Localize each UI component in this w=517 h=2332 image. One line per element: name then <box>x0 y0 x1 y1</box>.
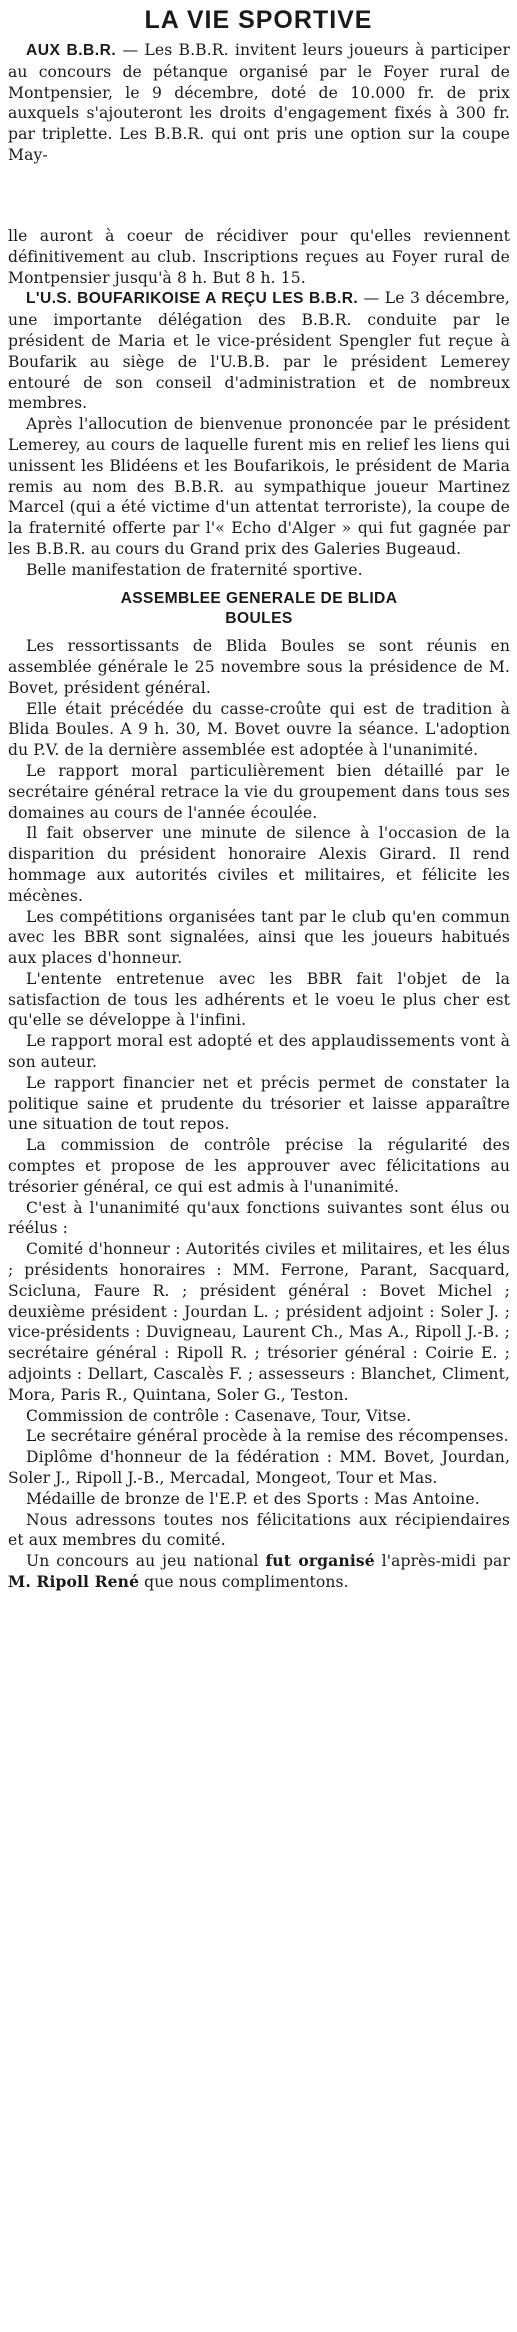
closing-emphasis: fut organisé <box>265 1551 375 1571</box>
article-assemblee-headline <box>8 589 510 631</box>
assemblee-paragraph: Nous adressons toutes nos félicitations aux récipiendaires et aux membres du comité. <box>8 1510 510 1550</box>
assemblee-paragraph: L'entente entretenue avec les BBR fait l'objet de la satisfaction de tous les adhérents et le voeu le plus cher est qu'elle se développe à l'infini. <box>8 969 510 1030</box>
assemblee-paragraph: Il fait observer une minute de silence à l'occasion de la disparition du président honoraire Alexis Girard. Il rend hommage aux autorités civiles et militaires, et félicite les mécènes. <box>8 824 510 905</box>
column-top <box>8 40 510 166</box>
assemblee-paragraph: C'est à l'unanimité qu'aux fonctions suivantes sont élus ou réélus : <box>8 1198 510 1238</box>
closing-name: M. Ripoll René <box>8 1572 140 1591</box>
assemblee-paragraph: Les compétitions organisées tant par le club qu'en commun avec les BBR sont signalées, ainsi que les joueurs habitués aux places d'honneur. <box>8 907 510 968</box>
article-usb-paragraph: Après l'allocution de bienvenue prononcée par le président Lemerey, au cours de laquelle furent mis en relief les liens qui unissent les Blidéens et les Boufarikois, le président de Maria remis au nom des B.B.R. au sympathique joueur Martinez Marcel (qui a été victime d'un attentat terroriste), la coupe de la fraternité offerte par l'« Echo d'Alger » qui fut gagnée par les B.B.R. au cours du Grand prix des Galeries Bugeaud. <box>8 415 510 558</box>
column-main <box>8 226 510 1593</box>
section-title: LA VIE SPORTIVE <box>144 6 373 34</box>
assemblee-paragraph: Le rapport moral particulièrement bien détaillé par le secrétaire général retrace la vie du groupement dans tous ses domaines au cours de l'année écoulée. <box>8 761 510 822</box>
article-bbr-continuation: lle auront à coeur de récidiver pour qu'elles reviennent définitivement au club. Inscriptions reçues au Foyer rural de Montpensier jusqu'à 8 h. But 8 h. 15. <box>8 227 510 287</box>
assemblee-paragraph: Elle était précédée du casse-croûte qui est de tradition à Blida Boules. A 9 h. 30, M. Bovet ouvre la séance. L'adoption du P.V. de la dernière assemblée est adoptée à l'unanimité. <box>8 699 510 760</box>
assemblee-paragraph: La commission de contrôle précise la régularité des comptes et propose de les approuver avec félicitations au trésorier général, ce qui est admis à l'unanimité. <box>8 1136 510 1196</box>
assemblee-paragraph: Comité d'honneur : Autorités civiles et militaires, et les élus ; présidents honoraires : MM. Ferrone, Parant, Sacquard, Scicluna, Faure R. ; président général : Bovet Michel ; deuxième président : Jourdan L. ; président adjoint : Soler J. ; vice-présidents : Duvigneau, Laurent Ch., Mas A., Ripoll J.-B. ; secrétaire général : Ripoll R. ; trésorier général : Coirie E. ; adjoints : Dellart, Cascalès F. ; assesseurs : Blanchet, Climent, Mora, Paris R., Quintana, Soler G., Teston. <box>8 1240 510 1404</box>
assemblee-paragraph: Commission de contrôle : Casenave, Tour, Vitse. <box>26 1406 412 1425</box>
article-usb-paragraph: Belle manifestation de fraternité sportive. <box>26 560 363 579</box>
closing-text: que nous complimentons. <box>139 1573 349 1591</box>
assemblee-paragraph: Diplôme d'honneur de la fédération : MM. Bovet, Jourdan, Soler J., Ripoll J.-B., Mercadal, Mongeot, Tour et Mas. <box>8 1448 510 1488</box>
assemblee-closing <box>8 1551 510 1593</box>
headline-line: ASSEMBLEE GENERALE DE BLIDA <box>120 589 398 607</box>
article-usb-lead-text: — Le 3 décembre, une importante délégation des B.B.R. conduite par le président de Maria et le vice-président Spengler fut reçue à Boufarik au siège de l'U.B.B. par le président Lemerey entouré de son conseil d'administration et de nombreux membres. <box>8 289 510 413</box>
assemblee-paragraph: Le secrétaire général procède à la remise des récompenses. <box>26 1427 509 1446</box>
article-usb-headline: L'U.S. BOUFARIKOISE A REÇU LES B.B.R. <box>26 290 359 308</box>
assemblee-paragraph: Les ressortissants de Blida Boules se sont réunis en assemblée générale le 25 novembre sous la présidence de M. Bovet, président général. <box>8 637 510 697</box>
article-bbr-invitation <box>8 40 510 166</box>
assemblee-paragraph: Le rapport financier net et précis permet de constater la politique saine et prudente du trésorier et laisse apparaître une situation de tout repos. <box>8 1073 510 1134</box>
article-usb-lead <box>8 288 510 414</box>
assemblee-paragraph: Médaille de bronze de l'E.P. et des Sports : Mas Antoine. <box>26 1489 480 1508</box>
rubric-aux-bbr: AUX B.B.R. <box>26 42 117 59</box>
assemblee-paragraph: Le rapport moral est adopté et des applaudissements vont à son auteur. <box>8 1032 510 1072</box>
article-bbr-text: — Les B.B.R. invitent leurs joueurs à participer au concours de pétanque organisé par le Foyer rural de Montpensier, le 9 décembre, doté de 10.000 fr. de prix auxquels s'ajouteront les droits d'engagement fixés à 300 fr. par triplette. Les B.B.R. qui ont pris une option sur la coupe May- <box>8 41 510 164</box>
closing-text: Un concours au jeu national <box>26 1552 266 1571</box>
closing-text: l'après-midi par <box>374 1552 510 1571</box>
headline-line: BOULES <box>225 610 293 628</box>
